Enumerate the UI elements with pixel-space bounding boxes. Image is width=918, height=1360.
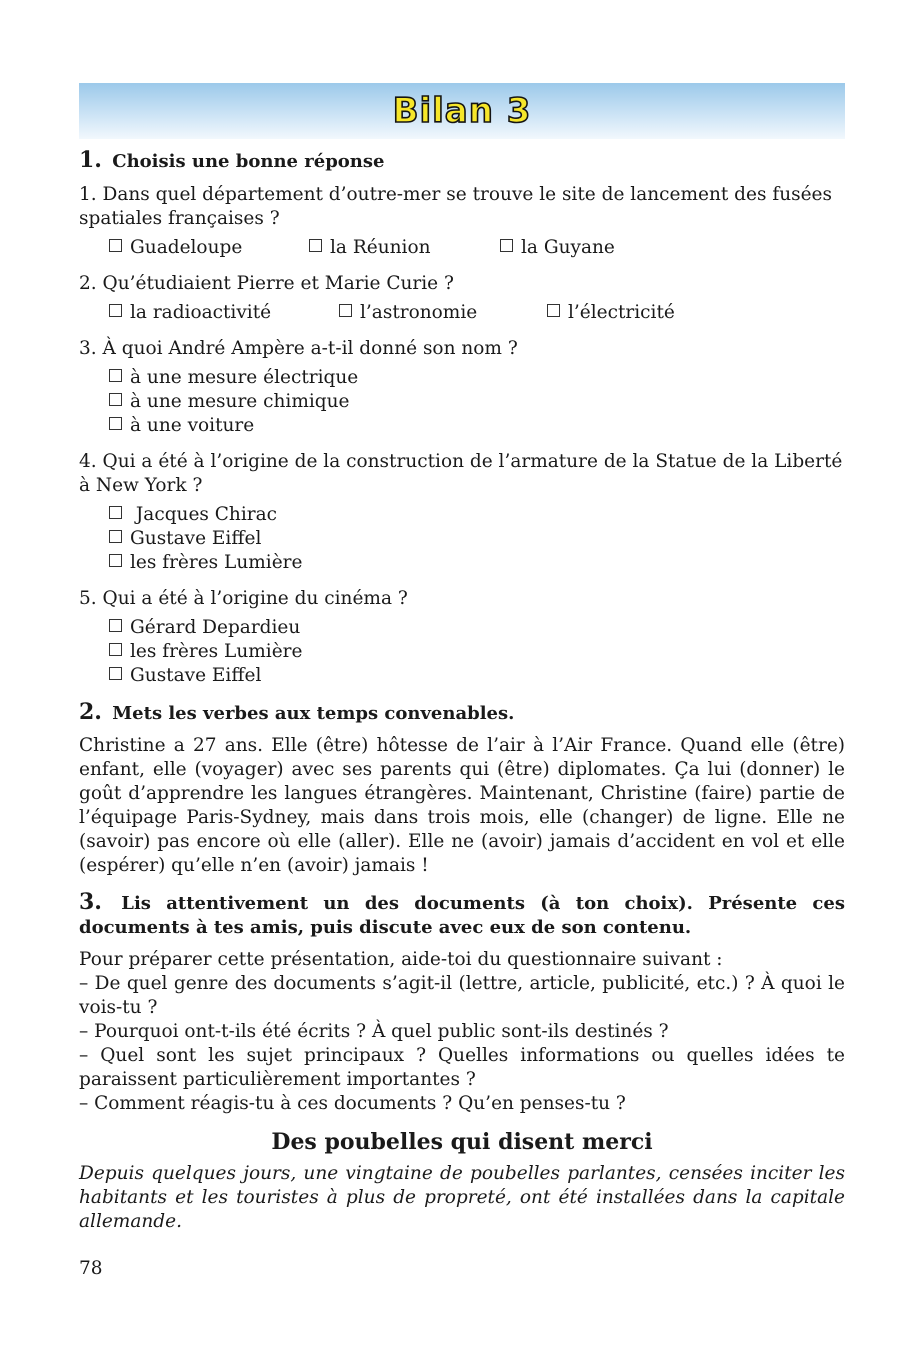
question-text: 2. Qu’étudiaient Pierre et Marie Curie ?: [79, 273, 454, 294]
section-3-heading: [79, 890, 845, 940]
options-row: [79, 236, 845, 260]
page-content: [79, 148, 845, 1234]
options-list: [79, 366, 845, 438]
answer-option[interactable]: la radioactivité: [109, 301, 339, 325]
section-1-number: 1.: [79, 147, 102, 173]
checkbox-icon[interactable]: [109, 417, 122, 430]
checkbox-icon[interactable]: [547, 304, 560, 317]
answer-option[interactable]: à une mesure chimique: [109, 390, 845, 414]
questionnaire-item: – Quel sont les sujet principaux ? Quelles informations ou quelles idées te paraissent particulièrement importantes ?: [79, 1045, 845, 1090]
answer-option[interactable]: l’électricité: [547, 301, 675, 325]
checkbox-icon[interactable]: [109, 643, 122, 656]
questionnaire-item: – Pourquoi ont-t-ils été écrits ? À quel public sont-ils destinés ?: [79, 1021, 669, 1042]
checkbox-icon[interactable]: [500, 239, 513, 252]
answer-option[interactable]: Jacques Chirac: [109, 503, 845, 527]
answer-option[interactable]: Guadeloupe: [109, 236, 309, 260]
section-1-title: Choisis une bonne réponse: [112, 151, 385, 172]
checkbox-icon[interactable]: [109, 619, 122, 632]
checkbox-icon[interactable]: [109, 304, 122, 317]
answer-option[interactable]: la Réunion: [309, 236, 500, 260]
answer-option[interactable]: les frères Lumière: [109, 551, 845, 575]
questionnaire-intro: Pour préparer cette présentation, aide-toi du questionnaire suivant :: [79, 949, 723, 970]
checkbox-icon[interactable]: [309, 239, 322, 252]
question-4: [79, 450, 845, 575]
question-1: [79, 183, 845, 260]
question-2: [79, 272, 845, 325]
questionnaire-item: – Comment réagis-tu à ces documents ? Qu’en penses-tu ?: [79, 1093, 626, 1114]
article-title: Des poubelles qui disent merci: [271, 1129, 653, 1155]
article: [79, 1128, 845, 1234]
question-text: 1. Dans quel département d’outre-mer se trouve le site de lancement des fusées spatiales françaises ?: [79, 184, 832, 229]
options-list: [79, 503, 845, 575]
question-text: 4. Qui a été à l’origine de la construction de l’armature de la Statue de la Liberté à New York ?: [79, 451, 843, 496]
questionnaire-item: – De quel genre des documents s’agit-il (lettre, article, publicité, etc.) ? À quoi le vois-tu ?: [79, 973, 845, 1018]
section-2-title: Mets les verbes aux temps convenables.: [112, 703, 515, 724]
checkbox-icon[interactable]: [339, 304, 352, 317]
answer-option[interactable]: la Guyane: [500, 236, 615, 260]
checkbox-icon[interactable]: [109, 667, 122, 680]
exercise-text: Christine a 27 ans. Elle (être) hôtesse de l’air à l’Air France. Quand elle (être) enfant, elle (voyager) avec ses parents qui (être) diplomates. Ça lui (donner) le goût d’apprendre les langues étrangères. Maintenant, Christine (faire) partie de l’équipage Paris-Sydney, mais dans trois mois, elle (changer) de ligne. Elle ne (savoir) pas encore où elle (aller). Elle ne (avoir) jamais d’accident en vol et elle (espérer) qu’elle n’en (avoir) jamais !: [79, 735, 845, 876]
options-list: [79, 616, 845, 688]
checkbox-icon[interactable]: [109, 369, 122, 382]
checkbox-icon[interactable]: [109, 530, 122, 543]
answer-option[interactable]: Gustave Eiffel: [109, 527, 845, 551]
answer-option[interactable]: les frères Lumière: [109, 640, 845, 664]
answer-option[interactable]: Gérard Depardieu: [109, 616, 845, 640]
question-3: [79, 337, 845, 438]
checkbox-icon[interactable]: [109, 393, 122, 406]
checkbox-icon[interactable]: [109, 239, 122, 252]
section-2-number: 2.: [79, 699, 102, 725]
answer-option[interactable]: Gustave Eiffel: [109, 664, 845, 688]
question-5: [79, 587, 845, 688]
answer-option[interactable]: l’astronomie: [339, 301, 547, 325]
answer-option[interactable]: à une mesure électrique: [109, 366, 845, 390]
options-row: [79, 301, 845, 325]
checkbox-icon[interactable]: [109, 554, 122, 567]
section-3-number: 3.: [79, 889, 102, 915]
section-1-heading: [79, 148, 845, 174]
section-3: [79, 890, 845, 1116]
page-title: Bilan 3: [392, 91, 532, 131]
question-text: 3. À quoi André Ampère a-t-il donné son nom ?: [79, 338, 518, 359]
page-number: 78: [79, 1258, 103, 1279]
section-1: [79, 148, 845, 688]
question-text: 5. Qui a été à l’origine du cinéma ?: [79, 588, 408, 609]
answer-option[interactable]: à une voiture: [109, 414, 845, 438]
section-2: [79, 700, 845, 878]
title-banner: [79, 83, 845, 139]
checkbox-icon[interactable]: [109, 506, 122, 519]
article-lead: Depuis quelques jours, une vingtaine de poubelles parlantes, censées inciter les habitants et les touristes à plus de propreté, ont été installées dans la capitale allemande.: [79, 1163, 845, 1232]
section-3-title: Lis attentivement un des documents (à ton choix). Présente ces documents à tes amis, puis discute avec eux de son contenu.: [79, 893, 845, 938]
section-2-heading: [79, 700, 845, 726]
